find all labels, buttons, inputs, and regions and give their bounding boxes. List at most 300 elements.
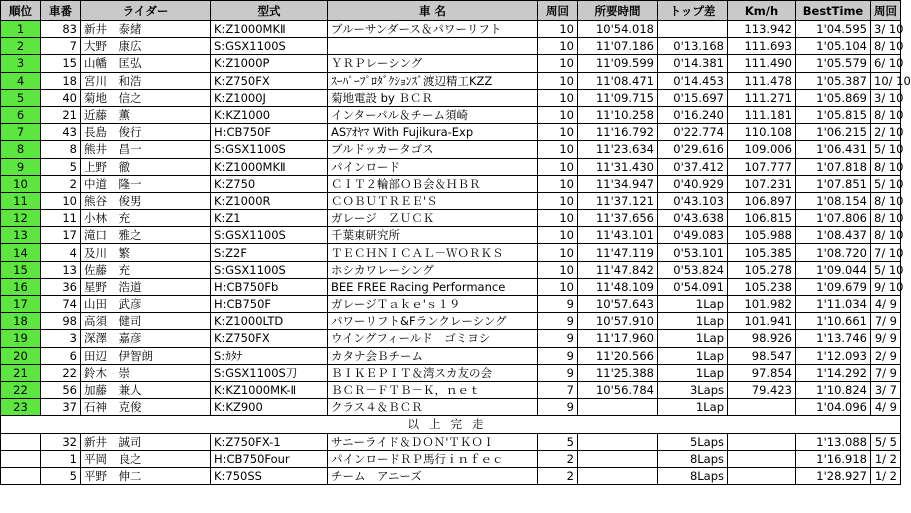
cell-gap: 1Lap xyxy=(658,330,728,347)
cell-position: 14 xyxy=(1,244,41,261)
cell-team: ＹＲＰレーシング xyxy=(328,55,538,72)
cell-position: 12 xyxy=(1,210,41,227)
cell-number: 21 xyxy=(41,106,81,123)
cell-laps: 10 xyxy=(538,261,578,278)
cell-rider: 中道 隆一 xyxy=(81,175,211,192)
cell-position: 9 xyxy=(1,158,41,175)
cell-time: 11'37.656 xyxy=(578,210,658,227)
cell-laps: 10 xyxy=(538,192,578,209)
table-row xyxy=(1,158,901,175)
cell-time: 11'07.186 xyxy=(578,38,658,55)
cell-laps: 10 xyxy=(538,244,578,261)
cell-position: 2 xyxy=(1,38,41,55)
cell-team: ブルーサンダース＆パワーリフト xyxy=(328,21,538,38)
header-laps: 周回 xyxy=(538,1,578,21)
cell-laps: 10 xyxy=(538,141,578,158)
cell-time: 11'20.566 xyxy=(578,347,658,364)
cell-number: 22 xyxy=(41,364,81,381)
cell-number: 74 xyxy=(41,296,81,313)
cell-bestlap: 1/ 2 xyxy=(871,450,901,467)
cell-time xyxy=(578,399,658,416)
cell-position: 18 xyxy=(1,313,41,330)
cell-model: H:CB750Fb xyxy=(211,278,328,295)
cell-number: 4 xyxy=(41,244,81,261)
cell-rider: 新井 誠司 xyxy=(81,433,211,450)
cell-number: 18 xyxy=(41,72,81,89)
cell-team: 千葉東研究所 xyxy=(328,227,538,244)
cell-position: 5 xyxy=(1,89,41,106)
cell-team: チーム アニーズ xyxy=(328,467,538,484)
table-row xyxy=(1,330,901,347)
cell-rider: 山幡 匡弘 xyxy=(81,55,211,72)
cell-team: ＣＩＴ２輪部ＯＢ会＆ＨＢＲ xyxy=(328,175,538,192)
table-row xyxy=(1,261,901,278)
table-row xyxy=(1,244,901,261)
cell-laps: 10 xyxy=(538,124,578,141)
cell-position xyxy=(1,433,41,450)
cell-model: S:GSX1100S刀 xyxy=(211,364,328,381)
cell-rider: 熊谷 俊男 xyxy=(81,192,211,209)
cell-rider: 小林 充 xyxy=(81,210,211,227)
cell-rider: 星野 浩道 xyxy=(81,278,211,295)
cell-number: 56 xyxy=(41,381,81,398)
cell-team: ＢＣＲ－ＦＴＢ－Ｋ，ｎｅｔ xyxy=(328,381,538,398)
table-row xyxy=(1,38,901,55)
cell-besttime: 1'14.292 xyxy=(796,364,871,381)
table-row xyxy=(1,192,901,209)
cell-besttime: 1'05.815 xyxy=(796,106,871,123)
cell-model: K:Z750FX-1 xyxy=(211,433,328,450)
cell-laps: 10 xyxy=(538,278,578,295)
cell-number: 5 xyxy=(41,467,81,484)
cell-laps: 7 xyxy=(538,381,578,398)
cell-rider: 山田 武彦 xyxy=(81,296,211,313)
cell-rider: 及川 繁 xyxy=(81,244,211,261)
cell-number: 40 xyxy=(41,89,81,106)
cell-speed: 113.942 xyxy=(728,21,796,38)
header-row xyxy=(1,1,901,21)
cell-model: S:ｶﾀﾅ xyxy=(211,347,328,364)
cell-speed: 109.006 xyxy=(728,141,796,158)
header-gap: トップ差 xyxy=(658,1,728,21)
cell-number: 3 xyxy=(41,330,81,347)
cell-gap: 8Laps xyxy=(658,450,728,467)
cell-time: 11'17.960 xyxy=(578,330,658,347)
cell-laps: 10 xyxy=(538,21,578,38)
cell-besttime: 1'05.104 xyxy=(796,38,871,55)
cell-bestlap: 3/ 7 xyxy=(871,381,901,398)
cell-laps: 10 xyxy=(538,38,578,55)
table-row xyxy=(1,399,901,416)
cell-besttime: 1'04.096 xyxy=(796,399,871,416)
cell-speed: 111.181 xyxy=(728,106,796,123)
cell-model: K:KZ1000 xyxy=(211,106,328,123)
cell-speed: 97.854 xyxy=(728,364,796,381)
cell-speed: 111.490 xyxy=(728,55,796,72)
table-row xyxy=(1,364,901,381)
cell-team: 菊地電設 by ＢＣＲ xyxy=(328,89,538,106)
cell-bestlap: 8/ 10 xyxy=(871,192,901,209)
cell-besttime: 1'05.387 xyxy=(796,72,871,89)
cell-speed: 111.271 xyxy=(728,89,796,106)
cell-laps: 9 xyxy=(538,399,578,416)
cell-rider: 滝口 雅之 xyxy=(81,227,211,244)
cell-laps: 10 xyxy=(538,106,578,123)
cell-laps: 10 xyxy=(538,210,578,227)
cell-time: 11'23.634 xyxy=(578,141,658,158)
cell-laps: 9 xyxy=(538,364,578,381)
cell-number: 6 xyxy=(41,347,81,364)
cell-time: 11'25.388 xyxy=(578,364,658,381)
cell-besttime: 1'08.720 xyxy=(796,244,871,261)
table-row xyxy=(1,141,901,158)
cell-model: H:CB750F xyxy=(211,124,328,141)
cell-time: 11'09.599 xyxy=(578,55,658,72)
cell-gap: 0'49.083 xyxy=(658,227,728,244)
cell-model: K:Z1000MKⅡ xyxy=(211,21,328,38)
cell-speed: 105.278 xyxy=(728,261,796,278)
cell-besttime: 1'09.044 xyxy=(796,261,871,278)
cell-model: S:GSX1100S xyxy=(211,141,328,158)
cell-model: K:Z750FX xyxy=(211,72,328,89)
cell-number: 83 xyxy=(41,21,81,38)
cell-model: K:KZ900 xyxy=(211,399,328,416)
cell-besttime: 1'05.579 xyxy=(796,55,871,72)
cell-gap: 0'16.240 xyxy=(658,106,728,123)
finish-separator: 以上完走 xyxy=(1,416,901,433)
cell-number: 7 xyxy=(41,38,81,55)
cell-speed: 106.897 xyxy=(728,192,796,209)
cell-position: 4 xyxy=(1,72,41,89)
cell-rider: 上野 徹 xyxy=(81,158,211,175)
cell-gap: 8Laps xyxy=(658,467,728,484)
cell-besttime: 1'07.818 xyxy=(796,158,871,175)
cell-gap: 1Lap xyxy=(658,364,728,381)
cell-besttime: 1'06.431 xyxy=(796,141,871,158)
cell-laps: 10 xyxy=(538,175,578,192)
cell-team xyxy=(328,38,538,55)
cell-bestlap: 7/ 10 xyxy=(871,244,901,261)
cell-speed xyxy=(728,399,796,416)
cell-rider: 菊地 信之 xyxy=(81,89,211,106)
table-row xyxy=(1,210,901,227)
cell-speed: 98.926 xyxy=(728,330,796,347)
cell-team: ガレージＴａｋｅ'ｓ１９ xyxy=(328,296,538,313)
cell-laps: 9 xyxy=(538,347,578,364)
table-row xyxy=(1,21,901,38)
cell-model: K:Z750 xyxy=(211,175,328,192)
header-rider: ライダー xyxy=(81,1,211,21)
cell-time: 11'47.842 xyxy=(578,261,658,278)
header-number: 車番 xyxy=(41,1,81,21)
cell-besttime: 1'10.824 xyxy=(796,381,871,398)
cell-rider: 田辺 伊智朗 xyxy=(81,347,211,364)
cell-model: K:Z1000P xyxy=(211,55,328,72)
cell-model: K:750SS xyxy=(211,467,328,484)
cell-speed xyxy=(728,450,796,467)
cell-rider: 平岡 良之 xyxy=(81,450,211,467)
cell-bestlap: 8/ 10 xyxy=(871,210,901,227)
cell-besttime: 1'09.679 xyxy=(796,278,871,295)
cell-bestlap: 8/ 10 xyxy=(871,227,901,244)
table-row xyxy=(1,313,901,330)
cell-position: 8 xyxy=(1,141,41,158)
cell-gap: 1Lap xyxy=(658,296,728,313)
cell-time: 11'31.430 xyxy=(578,158,658,175)
cell-time: 11'10.258 xyxy=(578,106,658,123)
cell-rider: 近藤 薫 xyxy=(81,106,211,123)
cell-besttime: 1'08.154 xyxy=(796,192,871,209)
cell-bestlap: 2/ 10 xyxy=(871,124,901,141)
cell-laps: 9 xyxy=(538,296,578,313)
cell-laps: 5 xyxy=(538,433,578,450)
cell-time: 10'54.018 xyxy=(578,21,658,38)
cell-laps: 10 xyxy=(538,89,578,106)
cell-gap: 0'54.091 xyxy=(658,278,728,295)
cell-number: 5 xyxy=(41,158,81,175)
cell-team: パインロード xyxy=(328,158,538,175)
cell-team: サニーライド＆ＤＯＮ'ＴＫＯＩ xyxy=(328,433,538,450)
cell-time: 11'48.109 xyxy=(578,278,658,295)
cell-besttime: 1'05.869 xyxy=(796,89,871,106)
cell-team: ブルドッカータゴス xyxy=(328,141,538,158)
cell-speed: 107.231 xyxy=(728,175,796,192)
cell-team: インターパル＆チーム須崎 xyxy=(328,106,538,123)
header-bestlap: 周回 xyxy=(871,1,901,21)
cell-model: K:Z750FX xyxy=(211,330,328,347)
cell-team: ガレージ ＺＵＣＫ xyxy=(328,210,538,227)
cell-team: パインロードＲＰ馬行ｉｎｆｅｃ xyxy=(328,450,538,467)
table-row xyxy=(1,278,901,295)
cell-number: 37 xyxy=(41,399,81,416)
cell-bestlap: 5/ 10 xyxy=(871,141,901,158)
header-team: 車 名 xyxy=(328,1,538,21)
cell-time: 10'56.784 xyxy=(578,381,658,398)
cell-model: S:GSX1100S xyxy=(211,38,328,55)
cell-position: 11 xyxy=(1,192,41,209)
cell-gap: 0'14.381 xyxy=(658,55,728,72)
cell-rider: 新井 泰緒 xyxy=(81,21,211,38)
cell-number: 17 xyxy=(41,227,81,244)
cell-position xyxy=(1,450,41,467)
cell-speed xyxy=(728,467,796,484)
cell-model: H:CB750F xyxy=(211,296,328,313)
cell-laps: 10 xyxy=(538,55,578,72)
header-position: 順位 xyxy=(1,1,41,21)
cell-rider: 高須 健司 xyxy=(81,313,211,330)
cell-rider: 深澤 嘉彦 xyxy=(81,330,211,347)
cell-laps: 9 xyxy=(538,313,578,330)
cell-laps: 2 xyxy=(538,450,578,467)
cell-gap: 3Laps xyxy=(658,381,728,398)
cell-position: 7 xyxy=(1,124,41,141)
header-speed: Km/h xyxy=(728,1,796,21)
table-row xyxy=(1,175,901,192)
cell-besttime: 1'10.661 xyxy=(796,313,871,330)
cell-bestlap: 1/ 2 xyxy=(871,467,901,484)
cell-besttime: 1'08.437 xyxy=(796,227,871,244)
cell-besttime: 1'28.927 xyxy=(796,467,871,484)
cell-speed: 105.988 xyxy=(728,227,796,244)
cell-time: 10'57.910 xyxy=(578,313,658,330)
cell-gap: 0'40.929 xyxy=(658,175,728,192)
cell-bestlap: 3/ 10 xyxy=(871,21,901,38)
cell-rider: 加藤 兼人 xyxy=(81,381,211,398)
cell-time: 11'08.471 xyxy=(578,72,658,89)
cell-bestlap: 8/ 10 xyxy=(871,106,901,123)
cell-number: 15 xyxy=(41,55,81,72)
cell-rider: 石神 克俊 xyxy=(81,399,211,416)
cell-bestlap: 6/ 10 xyxy=(871,55,901,72)
cell-bestlap: 9/ 10 xyxy=(871,278,901,295)
table-row xyxy=(1,381,901,398)
cell-besttime: 1'04.595 xyxy=(796,21,871,38)
cell-speed: 101.941 xyxy=(728,313,796,330)
table-row xyxy=(1,124,901,141)
cell-position: 17 xyxy=(1,296,41,313)
cell-team: クラス４＆ＢＣＲ xyxy=(328,399,538,416)
table-row xyxy=(1,55,901,72)
cell-team: BEE FREE Racing Performance xyxy=(328,278,538,295)
cell-team: ウイングフィールド ゴミヨシ xyxy=(328,330,538,347)
cell-laps: 10 xyxy=(538,72,578,89)
header-besttime: BestTime xyxy=(796,1,871,21)
cell-number: 32 xyxy=(41,433,81,450)
cell-number: 13 xyxy=(41,261,81,278)
cell-number: 98 xyxy=(41,313,81,330)
cell-team: ＢＩＫＥＰＩＴ＆湾スカ友の会 xyxy=(328,364,538,381)
cell-bestlap: 7/ 9 xyxy=(871,364,901,381)
header-time: 所要時間 xyxy=(578,1,658,21)
cell-model: K:KZ1000MK-Ⅱ xyxy=(211,381,328,398)
cell-speed: 106.815 xyxy=(728,210,796,227)
cell-bestlap: 9/ 9 xyxy=(871,330,901,347)
cell-rider: 宮川 和浩 xyxy=(81,72,211,89)
cell-time: 11'34.947 xyxy=(578,175,658,192)
cell-speed xyxy=(728,433,796,450)
cell-position: 6 xyxy=(1,106,41,123)
cell-position xyxy=(1,467,41,484)
cell-rider: 佐藤 充 xyxy=(81,261,211,278)
cell-gap: 0'14.453 xyxy=(658,72,728,89)
cell-speed: 107.777 xyxy=(728,158,796,175)
cell-rider: 大野 康広 xyxy=(81,38,211,55)
cell-time: 11'16.792 xyxy=(578,124,658,141)
cell-time xyxy=(578,467,658,484)
cell-model: K:Z1 xyxy=(211,210,328,227)
cell-bestlap: 8/ 10 xyxy=(871,158,901,175)
cell-time xyxy=(578,450,658,467)
cell-time xyxy=(578,433,658,450)
cell-model: S:Z2F xyxy=(211,244,328,261)
cell-bestlap: 7/ 9 xyxy=(871,313,901,330)
cell-position: 19 xyxy=(1,330,41,347)
cell-besttime: 1'13.088 xyxy=(796,433,871,450)
cell-model: K:Z1000LTD xyxy=(211,313,328,330)
cell-position: 3 xyxy=(1,55,41,72)
cell-model: K:Z1000R xyxy=(211,192,328,209)
cell-besttime: 1'11.034 xyxy=(796,296,871,313)
cell-laps: 2 xyxy=(538,467,578,484)
cell-model: S:GSX1100S xyxy=(211,261,328,278)
cell-gap: 0'43.638 xyxy=(658,210,728,227)
cell-number: 2 xyxy=(41,175,81,192)
cell-speed: 111.693 xyxy=(728,38,796,55)
cell-besttime: 1'13.746 xyxy=(796,330,871,347)
cell-gap xyxy=(658,21,728,38)
cell-speed: 79.423 xyxy=(728,381,796,398)
cell-position: 23 xyxy=(1,399,41,416)
cell-besttime: 1'16.918 xyxy=(796,450,871,467)
cell-number: 10 xyxy=(41,192,81,209)
cell-bestlap: 10/ 10 xyxy=(871,72,901,89)
cell-time: 10'57.643 xyxy=(578,296,658,313)
cell-number: 43 xyxy=(41,124,81,141)
cell-team: ホシカワレーシング xyxy=(328,261,538,278)
cell-rider: 鈴木 崇 xyxy=(81,364,211,381)
cell-position: 22 xyxy=(1,381,41,398)
cell-position: 13 xyxy=(1,227,41,244)
cell-bestlap: 5/ 10 xyxy=(871,175,901,192)
cell-besttime: 1'07.851 xyxy=(796,175,871,192)
cell-gap: 5Laps xyxy=(658,433,728,450)
cell-gap: 1Lap xyxy=(658,313,728,330)
cell-model: H:CB750Four xyxy=(211,450,328,467)
cell-speed: 110.108 xyxy=(728,124,796,141)
cell-gap: 0'43.103 xyxy=(658,192,728,209)
cell-bestlap: 2/ 9 xyxy=(871,347,901,364)
cell-besttime: 1'06.215 xyxy=(796,124,871,141)
cell-bestlap: 8/ 10 xyxy=(871,38,901,55)
cell-rider: 長島 俊行 xyxy=(81,124,211,141)
cell-speed: 98.547 xyxy=(728,347,796,364)
cell-number: 11 xyxy=(41,210,81,227)
cell-time: 11'43.101 xyxy=(578,227,658,244)
table-row xyxy=(1,72,901,89)
cell-position: 20 xyxy=(1,347,41,364)
cell-bestlap: 5/ 10 xyxy=(871,261,901,278)
table-row xyxy=(1,89,901,106)
cell-gap: 0'13.168 xyxy=(658,38,728,55)
cell-bestlap: 4/ 9 xyxy=(871,399,901,416)
header-model: 型式 xyxy=(211,1,328,21)
table-row xyxy=(1,227,901,244)
cell-gap: 0'53.824 xyxy=(658,261,728,278)
cell-speed: 105.238 xyxy=(728,278,796,295)
cell-gap: 0'15.697 xyxy=(658,89,728,106)
cell-gap: 0'37.412 xyxy=(658,158,728,175)
cell-rider: 平野 伸二 xyxy=(81,467,211,484)
cell-besttime: 1'12.093 xyxy=(796,347,871,364)
cell-position: 1 xyxy=(1,21,41,38)
table-row xyxy=(1,467,901,484)
cell-laps: 10 xyxy=(538,158,578,175)
cell-gap: 0'22.774 xyxy=(658,124,728,141)
cell-bestlap: 4/ 9 xyxy=(871,296,901,313)
cell-speed: 105.385 xyxy=(728,244,796,261)
cell-model: S:GSX1100S xyxy=(211,227,328,244)
cell-speed: 101.982 xyxy=(728,296,796,313)
cell-position: 16 xyxy=(1,278,41,295)
table-row xyxy=(1,347,901,364)
cell-laps: 10 xyxy=(538,227,578,244)
cell-time: 11'09.715 xyxy=(578,89,658,106)
cell-gap: 1Lap xyxy=(658,399,728,416)
cell-time: 11'47.119 xyxy=(578,244,658,261)
cell-position: 10 xyxy=(1,175,41,192)
cell-team: パワーリフト&Fランクレーシング xyxy=(328,313,538,330)
cell-gap: 1Lap xyxy=(658,347,728,364)
